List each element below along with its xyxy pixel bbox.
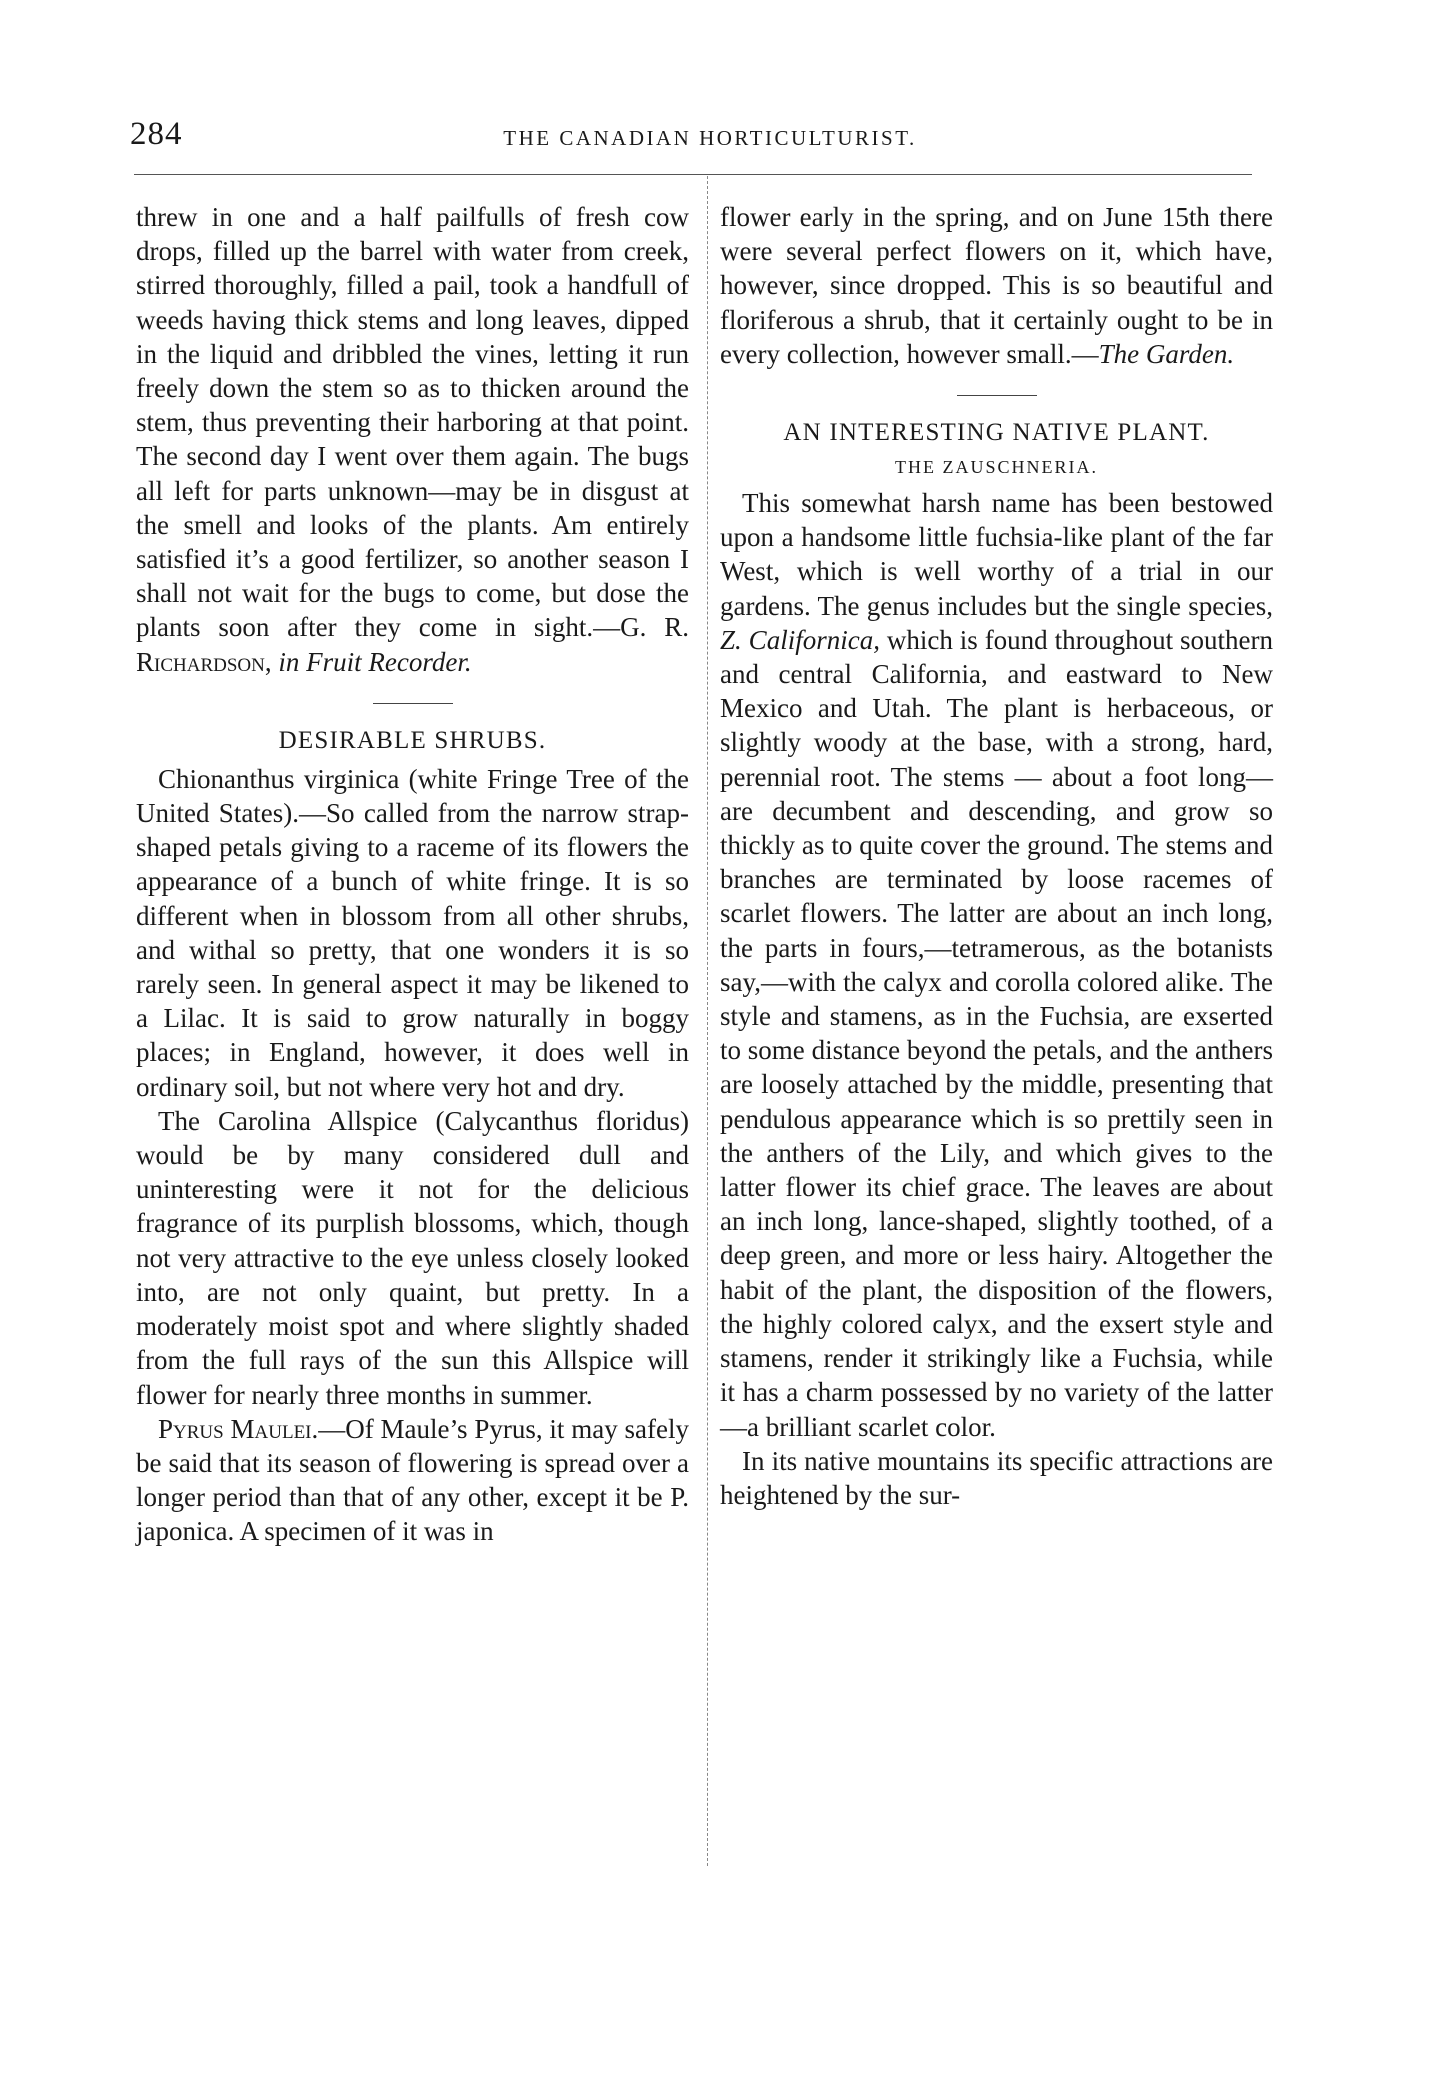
pyrus-continued-text: flower early in the spring, and on June 15th there were several perfect flowers on it, which have, however, since dropped. This is so beautiful and floriferous a shrub, that it certainly ought to be in every collection, however small.— [720,202,1273,369]
right-column [720,200,1273,1512]
zauschneria-text-a: This somewhat harsh name has been bestowed upon a handsome little fuchsia-like plant of the far West, which is well worthy of a trial in our gardens. The genus includes but the single species, [720,488,1273,621]
short-rule [373,703,453,704]
zauschneria-text-b: which is found throughout southern and central California, and eastward to New Mexico and Utah. The plant is herbaceous, or slightly woody at the base, with a strong, hard, perennial root. The stems — about a foot long—are decumbent and descending, and grow so thickly as to quite cover the ground. The stems and branches are terminated by loose racemes of scarlet flowers. The latter are about an inch long, the parts in fours,—tetramerous, as the botanists say,—with the calyx and corolla colored alike. The style and stamens, as in the Fuchsia, are exserted to some distance beyond the petals, and the anthers are loosely attached by the middle, presenting that pendulous appearance which is so prettily seen in the anthers of the Lily, and which gives to the latter flower its chief grace. The leaves are about an inch long, lance-shaped, slightly toothed, of a deep green, and more or less hairy. Altogether the habit of the plant, the disposition of the flowers, the highly colored calyx, and the exsert style and stamens, render it strikingly like a Fuchsia, while it has a charm possessed by no variety of the latter—a brilliant scarlet color. [720,624,1273,1442]
source-citation: in Fruit Recorder. [278,646,472,677]
pyrus-lead-in: Pyrus Maulei. [158,1413,319,1444]
short-rule [957,395,1037,396]
paragraph-pyrus [136,1412,689,1549]
section-subheading-zauschneria: THE ZAUSCHNERIA. [895,457,1098,478]
continuation-text: threw in one and a half pailfulls of fresh cow drops, filled up the barrel with water from creek, stirred thoroughly, filled a pail, took a handfull of weeds having thick stems and long leaves, dipped in the liquid and dribbled the vines, letting it run freely down the stem so as to thicken around the stem, thus preventing their harboring at that point. The second day I went over them again. The bugs all left for parts unknown—may be in disgust at the smell and looks of the plants. Am entirely satisfied it’s a good fertilizer, so another season I shall not wait for the bugs to come, but dose the plants soon after they come in sight.— [136,202,689,643]
section-heading-shrubs: DESIRABLE SHRUBS. [278,726,547,754]
continuation-paragraph [136,200,689,679]
page-number: 284 [130,116,183,152]
species-name: Z. Californica, [720,624,880,655]
paragraph-chionanthus: Chionanthus virginica (white Fringe Tree of the United States).—So called from the narrow strap-shaped petals giving to a raceme of its flowers the appearance of a bunch of white fringe. It is so different when in blossom from all other shrubs, and withal so pretty, that one wonders it is so rarely seen. In general aspect it may be likened to a Lilac. It is said to grow naturally in boggy places; in England, however, it does well in ordinary soil, but not where very hot and dry. [136,763,689,1102]
pyrus-text: —Of Maule’s Pyrus, it may safely be said that its season of flowering is spread over a longer period than that of any other, except it be P. japonica. A specimen of it was in [136,1413,689,1547]
pyrus-continued-paragraph [720,200,1273,371]
left-column [136,200,689,1549]
paragraph-native-mountains: In its native mountains its specific attractions are heightened by the sur- [720,1445,1273,1510]
column-divider [707,176,708,1866]
author-signature: G. R. Richardson, [136,612,689,677]
source-citation: The Garden. [1098,338,1235,369]
paragraph-allspice: The Carolina Allspice (Calycanthus floridus) would be by many considered dull and uninteresting were it not for the delicious fragrance of its purplish blossoms, which, though not very attractive to the eye unless closely looked into, are not only quaint, but pretty. In a moderately moist spot and where slightly shaded from the full rays of the sun this Allspice will flower for nearly three months in summer. [136,1105,689,1410]
section-heading-native-plant: AN INTERESTING NATIVE PLANT. [783,419,1210,447]
paragraph-zauschneria [720,486,1273,1444]
running-head: THE CANADIAN HORTICULTURIST. [503,126,917,150]
header-rule [134,174,1252,175]
